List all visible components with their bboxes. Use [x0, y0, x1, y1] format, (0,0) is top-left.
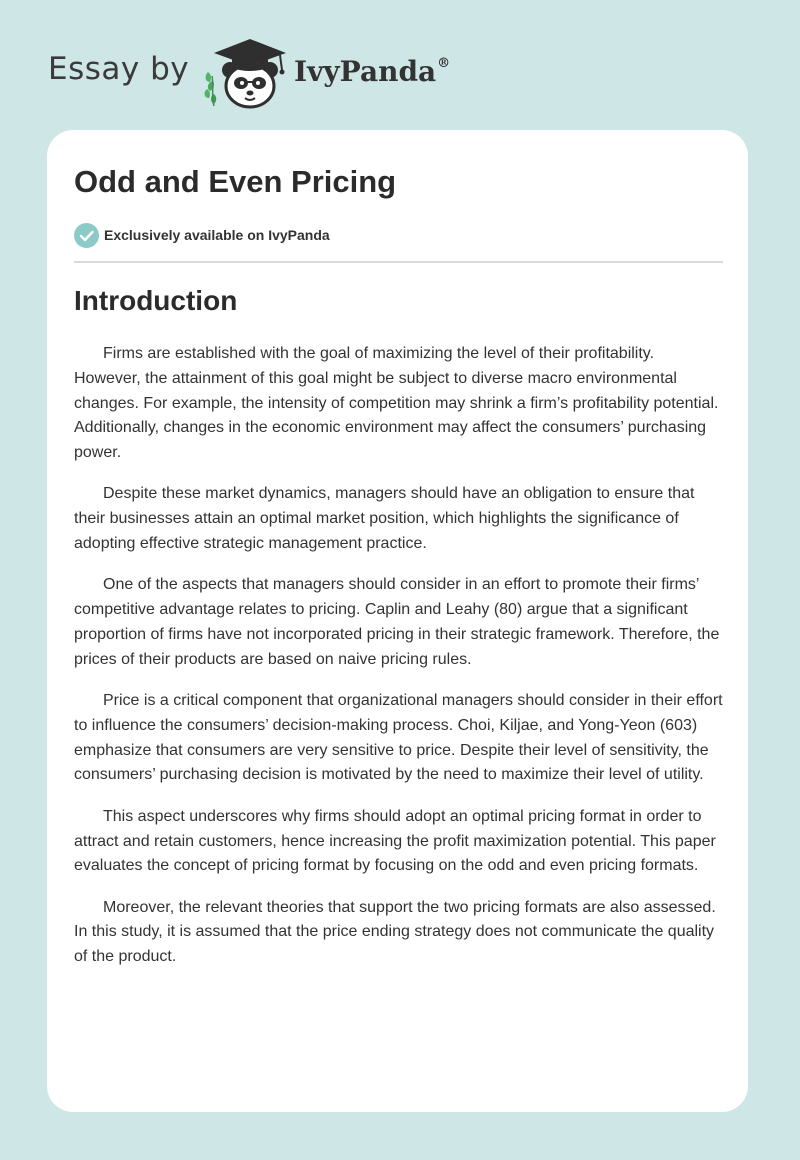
section-heading: Introduction: [74, 285, 238, 316]
essay-card: [47, 130, 748, 1112]
paragraph: Price is a critical component that organizational managers should consider in their effort to influence the consumers’ decision-making process. Choi, Kiljae, and Yong-Yeon (603) emphasize that consumers are very sensitive to price. Despite their level of sensitivity, the consumers’ purchasing decision is motivated by the need to maximize their level of utility.: [74, 692, 723, 784]
exclusive-badge: [74, 222, 330, 248]
check-circle-icon: [74, 223, 99, 248]
brand-name[interactable]: IvyPanda®: [294, 55, 451, 88]
registered-mark: ®: [437, 56, 451, 71]
essay-by-label: Essay by: [48, 51, 190, 87]
panda-graduate-icon[interactable]: [202, 36, 298, 110]
page-title: Odd and Even Pricing: [74, 164, 397, 199]
site-header: [0, 0, 800, 130]
paragraph: This aspect underscores why firms should adopt an optimal pricing format in order to attract and retain customers, hence increasing the profit maximization potential. This paper evaluates the concept of pricing format by focusing on the odd and even pricing formats.: [74, 807, 716, 875]
paragraph: Firms are established with the goal of maximizing the level of their profitability. However, the attainment of this goal might be subject to diverse macro environmental changes. For example, the intensity of competition may shrink a firm’s profitability potential. Additionally, changes in the economic environment may affect the consumers’ purchasing power.: [74, 345, 719, 462]
paragraph: Despite these market dynamics, managers should have an obligation to ensure that their businesses attain an optimal market position, which highlights the significance of adopting effective strategic management practice.: [74, 485, 695, 553]
badge-label: Exclusively available on IvyPanda: [104, 227, 330, 243]
essay-body: [74, 342, 724, 987]
divider: [74, 261, 723, 263]
paragraph: Moreover, the relevant theories that support the two pricing formats are also assessed. In this study, it is assumed that the price ending strategy does not communicate the quality of the product.: [74, 898, 716, 966]
paragraph: One of the aspects that managers should consider in an effort to promote their firms’ competitive advantage relates to pricing. Caplin and Leahy (80) argue that a significant proportion of firms have not incorporated pricing in their strategic framework. Therefore, the prices of their products are based on naive pricing rules.: [74, 576, 720, 668]
